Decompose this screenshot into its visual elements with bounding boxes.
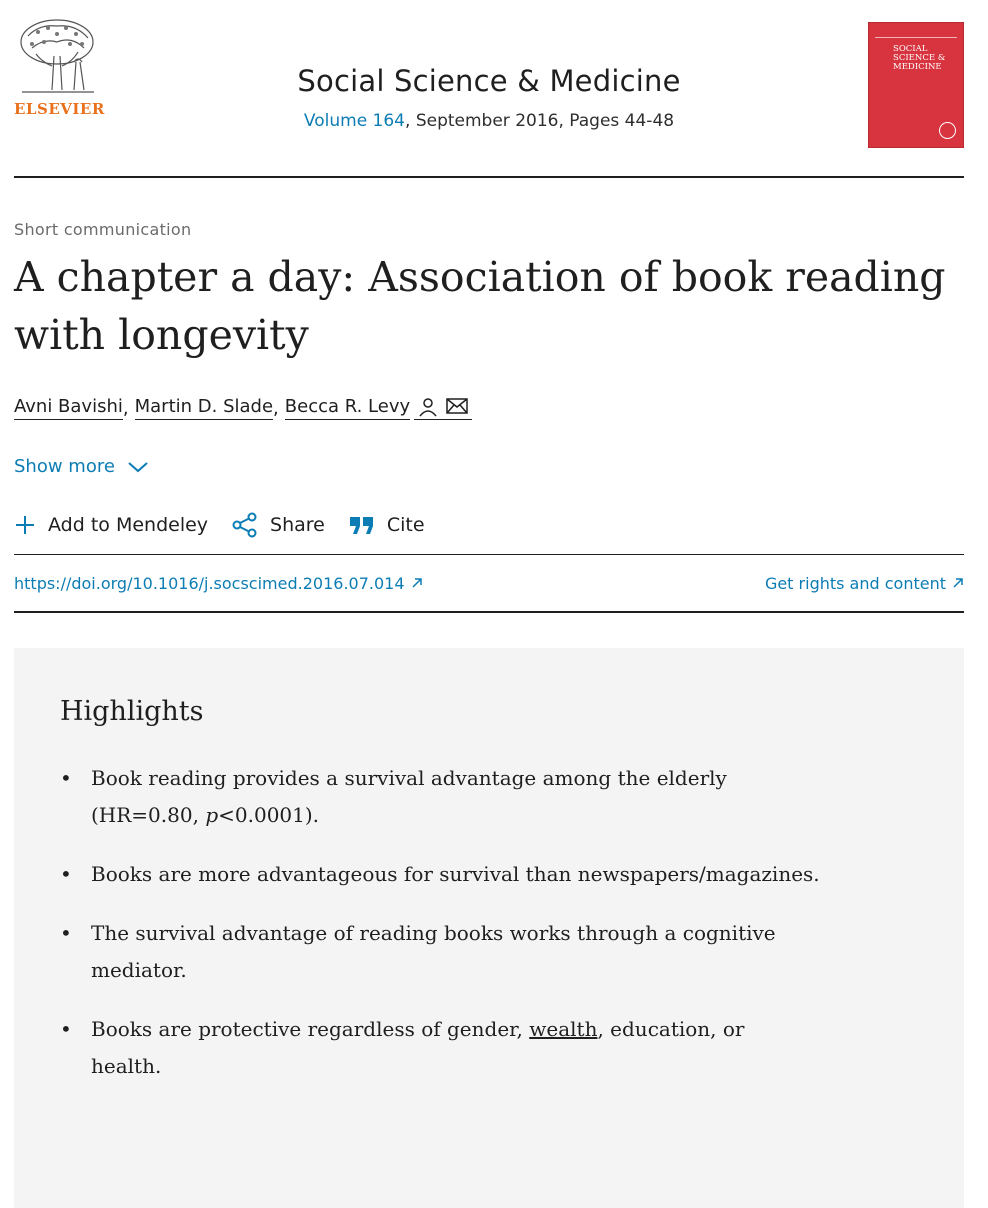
journal-info (14, 64, 964, 131)
doi-row (14, 554, 964, 613)
show-more-button[interactable] (14, 456, 149, 477)
page (14, 0, 964, 1078)
author-separator: , (273, 397, 279, 419)
quote-icon (349, 514, 375, 536)
highlight-1-p: p (205, 803, 219, 827)
highlight-4-end: , education, or health. (91, 1017, 745, 1078)
highlights-heading: Highlights (60, 696, 204, 727)
share-label: Share (270, 514, 325, 536)
external-link-icon (411, 577, 423, 589)
cover-emblem-icon (939, 122, 956, 139)
volume-link[interactable]: Volume 164 (303, 111, 406, 131)
article-type: Short communication (14, 220, 192, 239)
cite-button[interactable] (349, 514, 425, 536)
wealth-link[interactable]: wealth (529, 1017, 598, 1041)
person-icon (418, 397, 438, 417)
highlight-1-text: Book reading provides a survival advantage among the elderly (HR=0.80, (91, 766, 727, 827)
highlights-list (60, 760, 820, 1107)
highlights-section (14, 648, 964, 1208)
cite-label: Cite (386, 514, 425, 536)
add-to-mendeley-label: Add to Mendeley (48, 514, 209, 536)
cover-title: SOCIAL SCIENCE & MEDICINE (893, 44, 946, 72)
envelope-icon (446, 397, 468, 415)
journal-cover[interactable] (868, 22, 964, 148)
highlight-4-start: Books are protective regardless of gender, (91, 1017, 530, 1041)
get-rights-link[interactable] (765, 574, 964, 593)
doi-link[interactable] (14, 574, 423, 593)
article-actions (14, 512, 449, 538)
journal-title[interactable]: Social Science & Medicine (297, 64, 681, 98)
author-separator: , (122, 397, 129, 419)
chevron-down-icon (127, 460, 149, 474)
highlight-1-end: <0.0001). (218, 803, 320, 827)
get-rights-text: Get rights and content (764, 573, 946, 593)
author-link-3[interactable]: Becca R. Levy (285, 396, 410, 420)
share-button[interactable] (232, 512, 325, 538)
author-link-2[interactable]: Martin D. Slade (135, 396, 273, 420)
external-link-icon (952, 577, 964, 589)
issue-details: , September 2016, Pages 44-48 (405, 111, 675, 131)
journal-header (14, 0, 964, 178)
highlight-item-3: • The survival advantage of reading books works through a cognitive mediator. (60, 915, 820, 989)
author-icons[interactable] (414, 397, 472, 420)
show-more-label: Show more (14, 456, 115, 477)
highlight-item-4 (60, 1011, 820, 1085)
article-title: A chapter a day: Association of book reading with longevity (14, 253, 946, 359)
highlight-item-2: • Books are more advantageous for survival than newspapers/magazines. (60, 856, 820, 893)
journal-issue (14, 111, 964, 131)
cover-header-lines (875, 29, 957, 38)
highlight-item-1 (60, 760, 820, 834)
doi-text: https://doi.org/10.1016/j.socscimed.2016.07.014 (14, 573, 405, 593)
elsevier-wordmark: ELSEVIER (14, 100, 105, 118)
author-list (14, 396, 472, 420)
add-to-mendeley-button[interactable] (14, 514, 208, 536)
author-link-1[interactable]: Avni Bavishi (14, 396, 123, 420)
share-icon (232, 512, 258, 538)
plus-icon (14, 514, 36, 536)
